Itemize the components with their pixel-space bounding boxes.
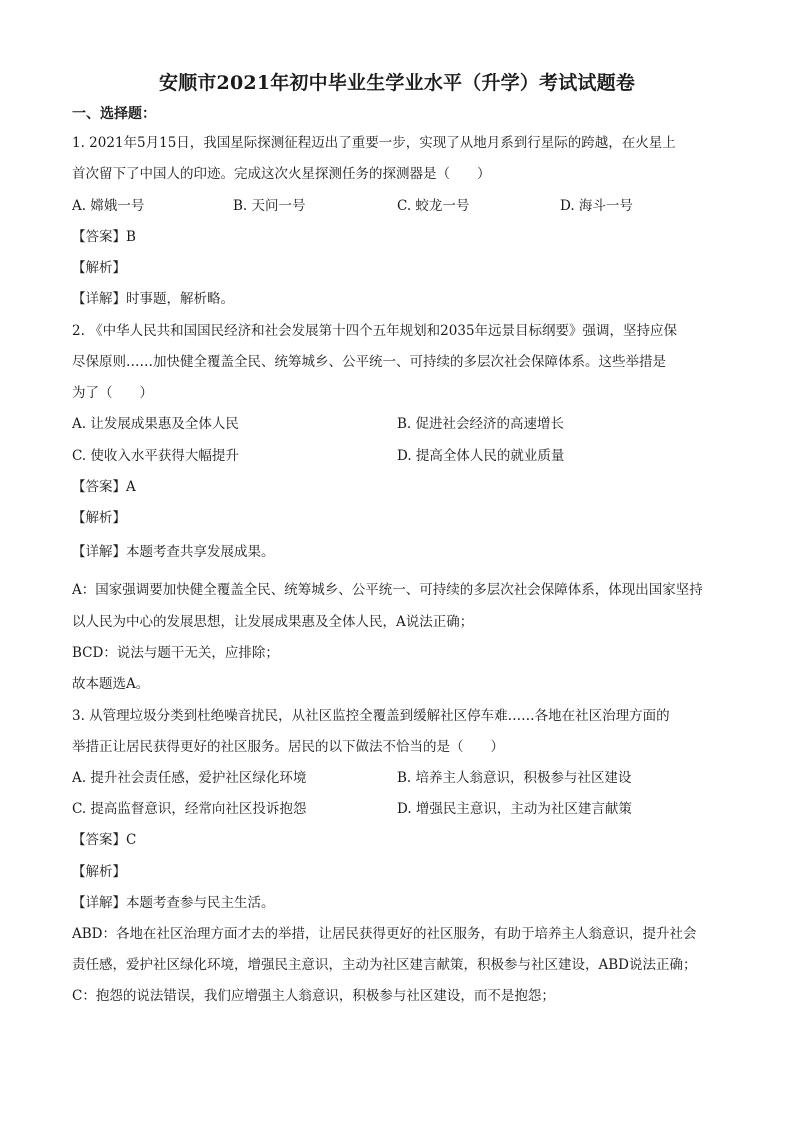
q2-option-c: C. 使收入水平获得大幅提升 (72, 448, 239, 464)
q2-explanation-line: 故本题选A。 (72, 676, 150, 692)
q3-option-a: A. 提升社会责任感，爱护社区绿化环境 (72, 770, 307, 786)
detail-label: 【详解】 (72, 291, 126, 307)
q3-answer (72, 830, 732, 850)
q1-option-d: D. 海斗一号 (560, 198, 633, 214)
q3-stem-line: 举措正让居民获得更好的社区服务。居民的以下做法不恰当的是（ ） (72, 739, 504, 755)
q2-explanation-line: A：国家强调要加快健全覆盖全民、统筹城乡、公平统一、可持续的多层次社会保障体系，体现出国家坚持 (72, 582, 703, 598)
answer-label: 【答案】 (72, 479, 126, 495)
detail-label: 【详解】 (72, 544, 126, 560)
q2-stem-line: 尽保原则……加快健全覆盖全民、统筹城乡、公平统一、可持续的多层次社会保障体系。这些举措是 (72, 354, 666, 370)
q3-option-b: B. 培养主人翁意识，积极参与社区建设 (397, 770, 632, 786)
q1-option-c: C. 蛟龙一号 (397, 198, 470, 214)
section-heading: 一、选择题： (72, 106, 156, 122)
detail-text: 本题考查共享发展成果。 (126, 544, 275, 560)
q2-option-b: B. 促进社会经济的高速增长 (397, 416, 565, 432)
q1-answer (72, 227, 732, 247)
answer-label: 【答案】 (72, 832, 126, 848)
q3-explanation-line: 责任感，爱护社区绿化环境，增强民主意识，主动为社区建言献策，积极参与社区建设，ABD说法正确； (72, 957, 697, 973)
q3-stem-line: 3. 从管理垃圾分类到杜绝噪音扰民，从社区监控全覆盖到缓解社区停车难……各地在社区治理方面的 (72, 708, 670, 724)
answer-label: 【答案】 (72, 229, 126, 245)
detail-label: 【详解】 (72, 895, 126, 911)
detail-text: 时事题，解析略。 (126, 291, 234, 307)
analysis-label: 【解析】 (72, 510, 126, 526)
answer-value: C (126, 832, 137, 848)
q3-explanation-line: C：抱怨的说法错误，我们应增强主人翁意识，积极参与社区建设，而不是抱怨； (72, 988, 555, 1004)
q1-stem-line: 1. 2021年5月15日，我国星际探测征程迈出了重要一步，实现了从地月系到行星际的跨越，在火星上 (72, 135, 676, 151)
q2-option-a: A. 让发展成果惠及全体人民 (72, 416, 239, 432)
q1-option-a: A. 嫦娥一号 (72, 198, 145, 214)
q3-detail (72, 893, 732, 913)
q1-stem-line: 首次留下了中国人的印迹。完成这次火星探测任务的探测器是（ ） (72, 166, 491, 182)
analysis-label: 【解析】 (72, 260, 126, 276)
q3-analysis-label (72, 862, 732, 882)
detail-text: 本题考查参与民主生活。 (126, 895, 275, 911)
q2-analysis-label (72, 508, 732, 528)
page-title: 安顺市2021年初中毕业生学业水平（升学）考试试题卷 (158, 72, 636, 94)
analysis-label: 【解析】 (72, 864, 126, 880)
q2-detail (72, 542, 732, 562)
q2-answer (72, 477, 732, 497)
answer-value: A (126, 479, 136, 495)
q3-option-c: C. 提高监督意识，经常向社区投诉抱怨 (72, 801, 307, 817)
q1-option-b: B. 天问一号 (233, 198, 306, 214)
q2-option-d: D. 提高全体人民的就业质量 (397, 448, 565, 464)
q2-explanation-line: BCD：说法与题干无关，应排除； (72, 645, 279, 661)
q1-detail (72, 289, 732, 309)
q2-explanation-line: 以人民为中心的发展思想，让发展成果惠及全体人民，A说法正确； (72, 614, 474, 630)
q3-explanation-line: ABD：各地在社区治理方面才去的举措，让居民获得更好的社区服务，有助于培养主人翁意识，提升社会 (72, 926, 697, 942)
q2-stem-line: 2. 《中华人民共和国国民经济和社会发展第十四个五年规划和2035年远景目标纲要》强调，坚持应保 (72, 323, 678, 339)
answer-value: B (126, 229, 136, 245)
q2-stem-line: 为了（ ） (72, 385, 153, 401)
q1-analysis-label (72, 258, 732, 278)
q3-option-d: D. 增强民主意识，主动为社区建言献策 (397, 801, 632, 817)
